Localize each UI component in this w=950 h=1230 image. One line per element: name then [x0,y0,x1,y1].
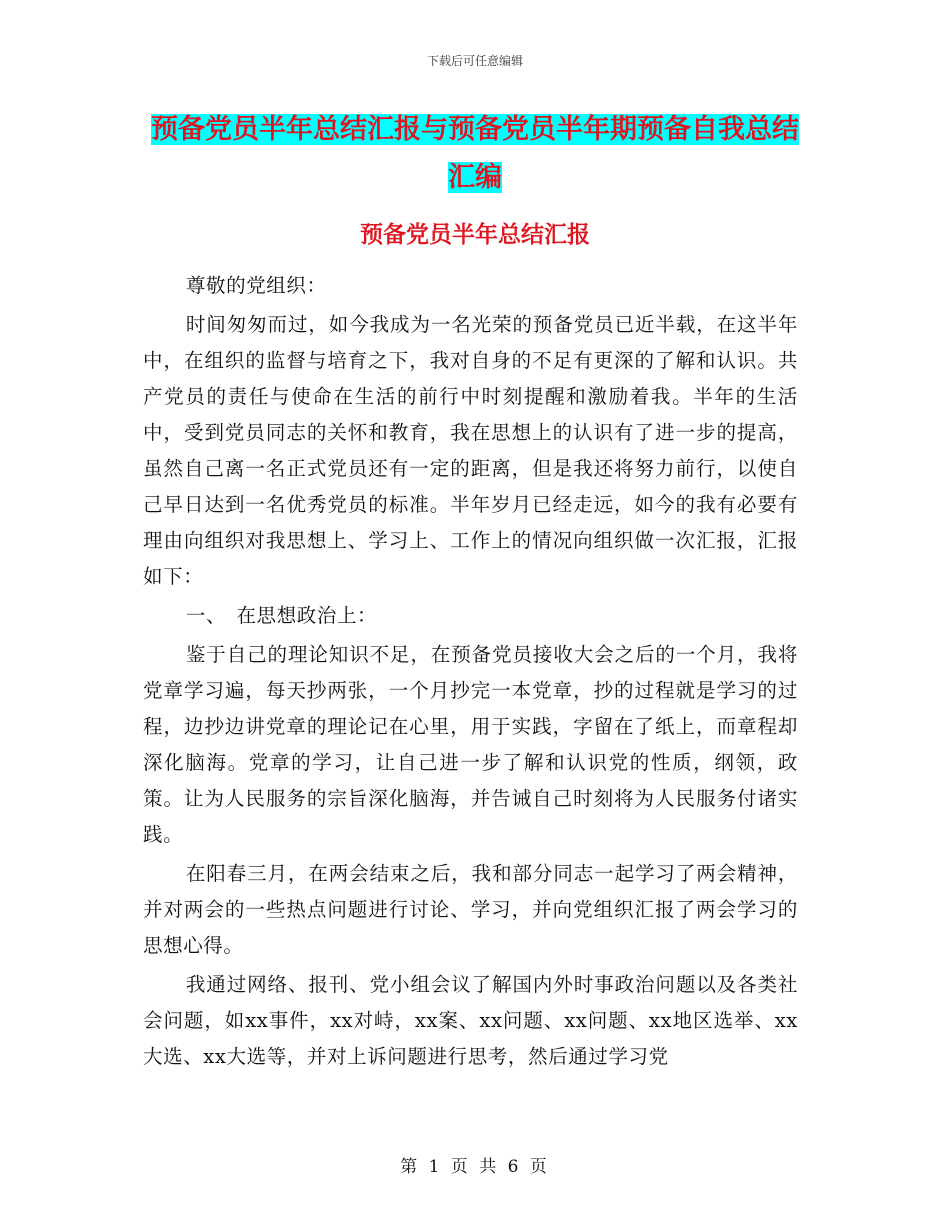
body-paragraph: 时间匆匆而过，如今我成为一名光荣的预备党员已近半载，在这半年中，在组织的监督与培育之下，我对自身的不足有更深的了解和认识。共产党员的责任与使命在生活的前行中时刻提醒和激励着我。半年的生活中，受到党员同志的关怀和教育，我在思想上的认识有了进一步的提高，虽然自己离一名正式党员还有一定的距离，但是我还将努力前行，以使自己早日达到一名优秀党员的标准。半年岁月已经走远，如今的我有必要有理由向组织对我思想上、学习上、工作上的情况向组织做一次汇报，汇报如下： [143,313,798,588]
document-body [143,268,798,1078]
body-paragraph: 我通过网络、报刊、党小组会议了解国内外时事政治问题以及各类社会问题，如xx事件，xx对峙，xx案、xx问题、xx问题、xx地区选举、xx大选、xx大选等，并对上诉问题进行思考，然后通过学习党 [143,973,798,1068]
salutation: 尊敬的党组织： [185,274,327,297]
body-paragraph: 鉴于自己的理论知识不足，在预备党员接收大会之后的一个月，我将党章学习遍，每天抄两张，一个月抄完一本党章，抄的过程就是学习的过程，边抄边讲党章的理论记在心里，用于实践，字留在了纸上，而章程却深化脑海。党章的学习，让自己进一步了解和认识党的性质，纲领，政策。让为人民服务的宗旨深化脑海，并告诫自己时刻将为人民服务付诸实践。 [143,643,798,846]
section-title: 预备党员半年总结汇报 [360,221,590,248]
header-note: 下载后可任意编辑 [426,54,523,68]
document-title [140,106,810,202]
document-title-text: 预备党员半年总结汇报与预备党员半年期预备自我总结汇编 [151,114,799,193]
page-footer: 第 1 页 共 6 页 [400,1157,550,1177]
body-paragraph: 在阳春三月，在两会结束之后，我和部分同志一起学习了两会精神，并对两会的一些热点问题进行讨论、学习，并向党组织汇报了两会学习的思想心得。 [143,862,798,957]
section-heading: 一、 在思想政治上： [185,604,378,627]
